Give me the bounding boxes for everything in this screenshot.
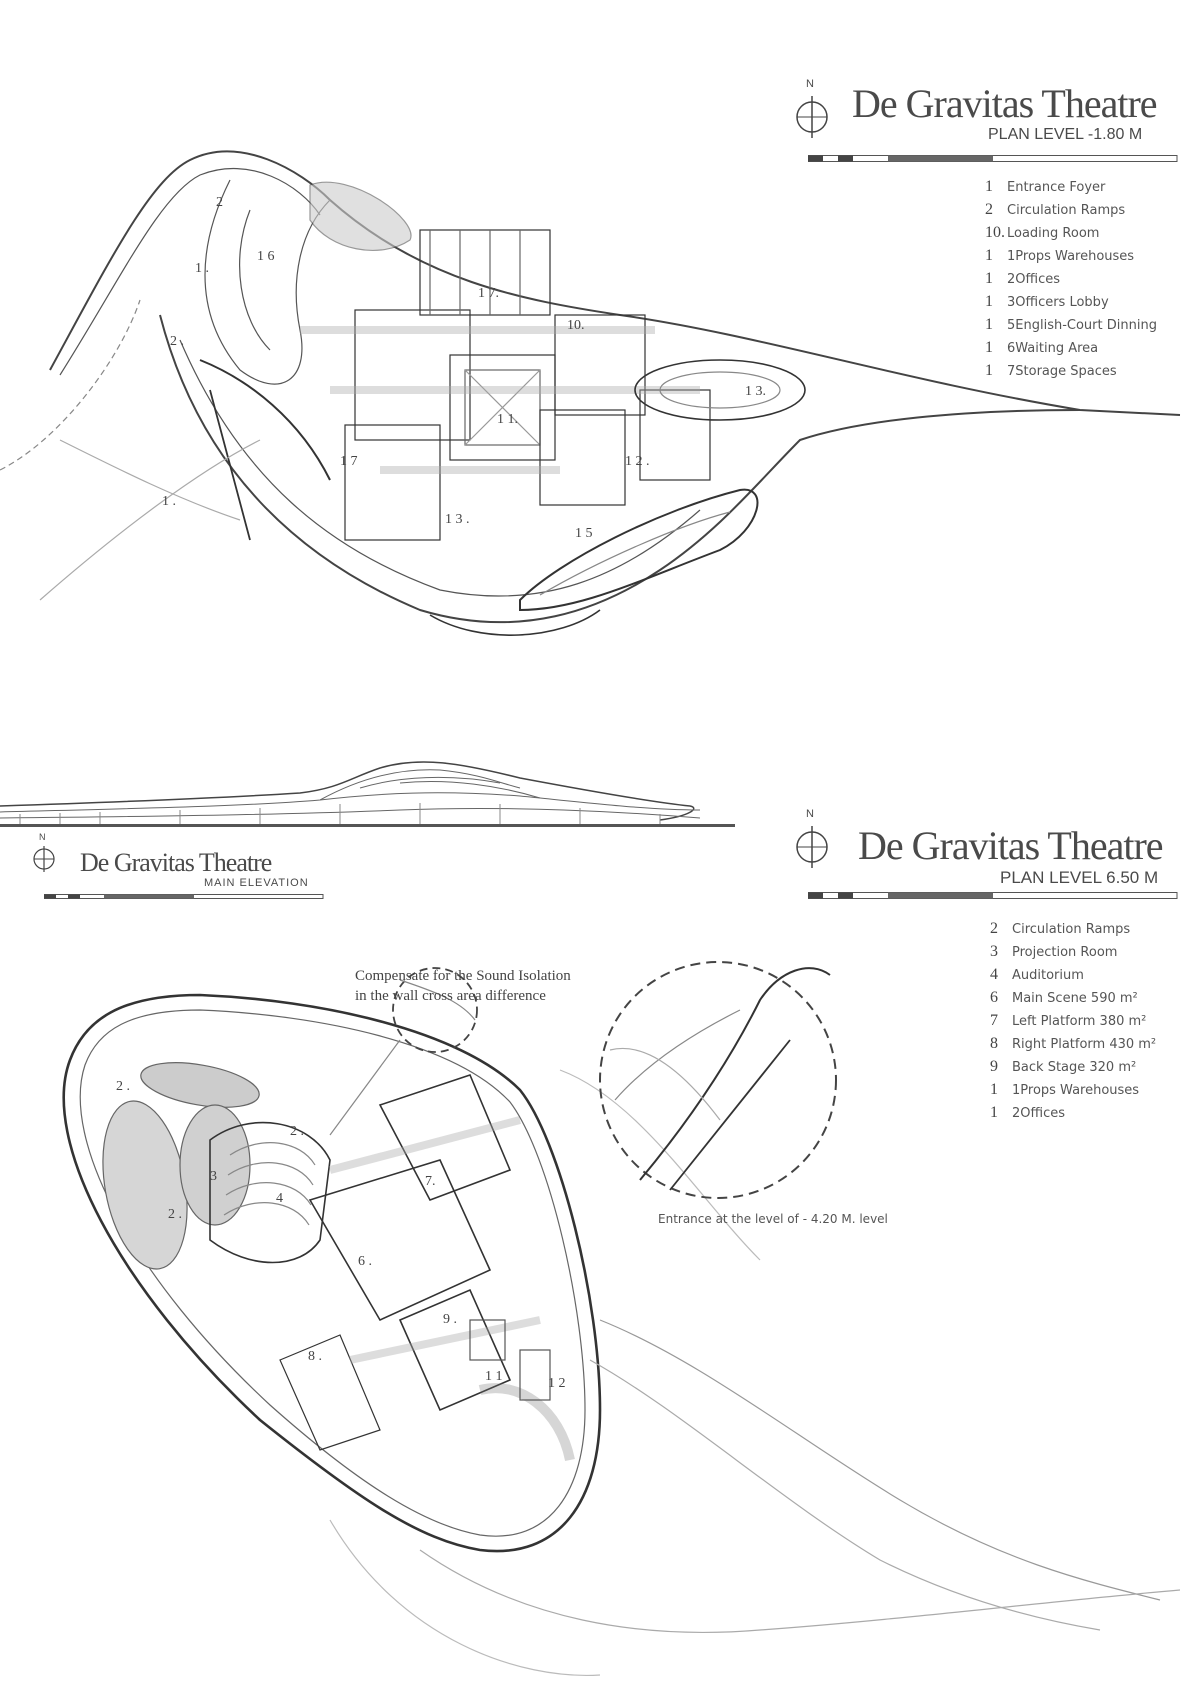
legend-number: 1 — [985, 316, 993, 333]
legend-number: 1 — [990, 1081, 998, 1098]
legend-label: 3Officers Lobby — [1007, 295, 1109, 310]
north-label: N — [806, 78, 814, 90]
legend-number: 10. — [985, 224, 1005, 241]
room-label-12: 1 2 . — [625, 454, 650, 469]
legend-label: Main Scene 590 m² — [1012, 991, 1138, 1006]
room-label-8: 8 . — [308, 1349, 322, 1364]
room-label-11: 1 1 — [485, 1369, 503, 1384]
north-arrow-top — [795, 78, 829, 142]
legend-label: 1Props Warehouses — [1012, 1083, 1140, 1098]
room-label-6: 6 . — [358, 1254, 372, 1269]
north-compass-icon — [795, 92, 829, 142]
room-label-2c: 2 . — [168, 1207, 182, 1222]
plan-top-legend-item — [985, 339, 1157, 362]
legend-number: 6 — [990, 989, 998, 1006]
room-label-2b: 2 . — [170, 334, 184, 349]
plan-bottom-subtitle: PLAN LEVEL 6.50 M — [1000, 868, 1159, 887]
legend-label: 7Storage Spaces — [1007, 364, 1117, 379]
room-label-2b: 2 . — [290, 1124, 304, 1139]
plan-bottom-title: De Gravitas Theatre — [858, 823, 1163, 868]
legend-label: Auditorium — [1012, 968, 1084, 983]
sound-isolation-note-line1: Compensate for the Sound Isolation — [355, 968, 571, 984]
plan-top-legend-item — [985, 224, 1157, 247]
legend-label: Back Stage 320 m² — [1012, 1060, 1137, 1075]
room-label-11: 1 1. — [497, 412, 518, 427]
plan-top-title: De Gravitas Theatre — [852, 81, 1157, 126]
legend-number: 1 — [985, 270, 993, 287]
room-label-3: 3 — [210, 1169, 217, 1184]
plan-top-legend — [985, 178, 1157, 385]
legend-label: Left Platform 380 m² — [1012, 1014, 1147, 1029]
room-label-15: 1 5 — [575, 526, 593, 541]
plan-top-legend-item — [985, 270, 1157, 293]
legend-number: 3 — [990, 943, 998, 960]
room-label-7: 7. — [425, 1174, 436, 1189]
legend-label: Circulation Ramps — [1012, 922, 1131, 937]
sound-isolation-note — [355, 966, 571, 1006]
legend-number: 2 — [990, 920, 998, 937]
north-compass-icon — [32, 844, 56, 874]
plan-level-6-50-drawing — [0, 940, 1202, 1683]
legend-label: 5English-Court Dinning — [1007, 318, 1157, 333]
legend-label: Loading Room — [1007, 226, 1100, 241]
room-label-1: 1 . — [195, 261, 209, 276]
scale-bar-elevation — [44, 894, 324, 900]
room-label-10: 10. — [567, 318, 585, 333]
legend-number: 7 — [990, 1012, 998, 1029]
legend-label: Right Platform 430 m² — [1012, 1037, 1157, 1052]
room-label-2a: 2 . — [116, 1079, 130, 1094]
legend-label: Entrance Foyer — [1007, 180, 1106, 195]
legend-label: 1Props Warehouses — [1007, 249, 1135, 264]
plan-top-subtitle: PLAN LEVEL -1.80 M — [988, 126, 1143, 143]
legend-number: 1 — [985, 339, 993, 356]
room-label-17b: 1 7 — [340, 454, 358, 469]
plan-top-legend-item — [985, 316, 1157, 339]
legend-number: 8 — [990, 1035, 998, 1052]
legend-number: 9 — [990, 1058, 998, 1075]
elevation-title: De Gravitas Theatre — [80, 848, 272, 877]
main-elevation-drawing — [0, 748, 735, 838]
plan-top-legend-item — [985, 362, 1157, 385]
legend-label: 2Offices — [1007, 272, 1060, 287]
legend-label: 6Waiting Area — [1007, 341, 1099, 356]
legend-number: 1 — [985, 362, 993, 379]
plan-top-legend-item — [985, 293, 1157, 316]
legend-number: 4 — [990, 966, 998, 983]
room-label-17a: 1 7. — [478, 286, 499, 301]
plan-top-legend-item — [985, 201, 1157, 224]
elevation-subtitle: MAIN ELEVATION — [204, 877, 309, 889]
room-label-1b: 1 . — [162, 494, 176, 509]
room-label-12: 1 2 — [548, 1376, 566, 1391]
legend-number: 1 — [990, 1104, 998, 1121]
scale-bar-bottom — [808, 892, 1178, 900]
north-arrow-bottom — [795, 808, 829, 872]
plan-top-legend-item — [985, 178, 1157, 201]
legend-label: 2Offices — [1012, 1106, 1065, 1121]
room-label-13a: 1 3. — [745, 384, 766, 399]
room-label-2: 2 — [216, 195, 223, 210]
room-label-16: 1 6 — [257, 249, 275, 264]
legend-number: 1 — [985, 247, 993, 264]
room-label-13b: 1 3 . — [445, 512, 470, 527]
north-label: N — [806, 808, 814, 820]
plan-top-legend-item — [985, 247, 1157, 270]
legend-label: Projection Room — [1012, 945, 1118, 960]
legend-label: Circulation Ramps — [1007, 203, 1126, 218]
sound-isolation-note-line2: in the wall cross area difference — [355, 988, 546, 1004]
scale-bar-top — [808, 155, 1178, 163]
room-label-4: 4 — [276, 1191, 283, 1206]
entrance-note: Entrance at the level of - 4.20 M. level — [658, 1212, 888, 1226]
legend-number: 2 — [985, 201, 993, 218]
legend-number: 1 — [985, 178, 993, 195]
north-compass-icon — [795, 822, 829, 872]
north-arrow-elevation — [32, 832, 56, 876]
legend-number: 1 — [985, 293, 993, 310]
north-label: N — [39, 832, 46, 842]
room-label-9: 9 . — [443, 1312, 457, 1327]
